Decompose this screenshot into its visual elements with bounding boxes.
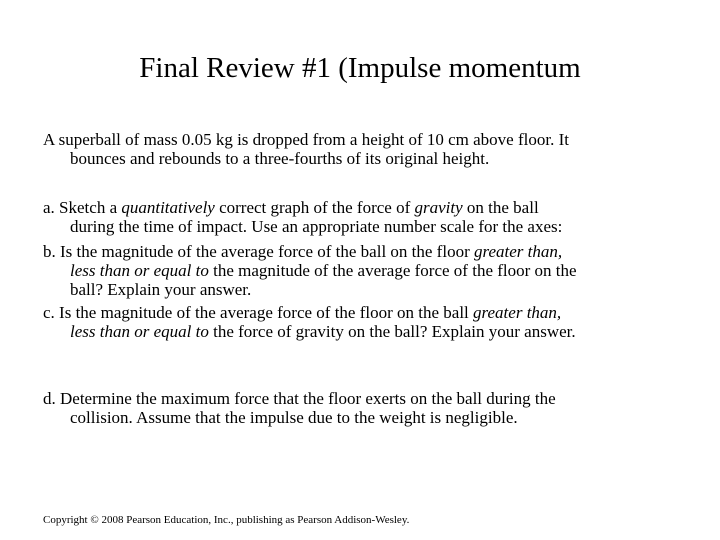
question-b-line-2	[43, 261, 693, 280]
question-a-line-1	[43, 198, 693, 217]
question-b-text-middle: the magnitude of the average force of the floor on the	[208, 261, 577, 280]
question-a-emphasis-gravity: gravity	[414, 198, 463, 217]
question-b-emphasis-greater-than: greater than,	[473, 242, 563, 261]
problem-statement-line-1: A superball of mass 0.05 kg is dropped from a height of 10 cm above floor. It	[43, 130, 569, 149]
question-a-text-middle: correct graph of the force of	[214, 198, 415, 217]
problem-statement	[43, 130, 693, 168]
question-a-text-end: on the ball	[462, 198, 539, 217]
question-a-text-start: a. Sketch a	[43, 198, 122, 217]
question-b-text-start: b. Is the magnitude of the average force of the ball on the floor	[43, 242, 474, 261]
problem-statement-line-2: bounces and rebounds to a three-fourths of its original height.	[70, 149, 490, 168]
question-d-line-2: collision. Assume that the impulse due to the weight is negligible.	[70, 408, 518, 427]
question-c-line-1	[43, 303, 693, 322]
question-c-emphasis-less-than-or-equal: less than or equal to	[70, 322, 209, 341]
question-a	[43, 198, 693, 236]
question-b-line-1	[43, 242, 693, 261]
question-b-emphasis-less-than-or-equal: less than or equal to	[70, 261, 209, 280]
copyright-footer: Copyright © 2008 Pearson Education, Inc., publishing as Pearson Addison-Wesley.	[43, 514, 410, 526]
question-c-line-2	[43, 322, 693, 341]
question-b-line-3: ball? Explain your answer.	[70, 280, 252, 299]
question-a-line-2: during the time of impact. Use an appropriate number scale for the axes:	[70, 217, 563, 236]
question-d	[43, 389, 693, 427]
question-b	[43, 242, 693, 299]
question-a-emphasis-quantitatively: quantitatively	[121, 198, 215, 217]
question-c-emphasis-greater-than: greater than,	[473, 303, 562, 322]
question-c-text-end: the force of gravity on the ball? Explain your answer.	[208, 322, 576, 341]
question-c	[43, 303, 693, 341]
question-d-line-1: d. Determine the maximum force that the floor exerts on the ball during the	[43, 389, 556, 408]
slide-title: Final Review #1 (Impulse momentum	[139, 52, 581, 84]
question-c-text-start: c. Is the magnitude of the average force of the floor on the ball	[43, 303, 474, 322]
